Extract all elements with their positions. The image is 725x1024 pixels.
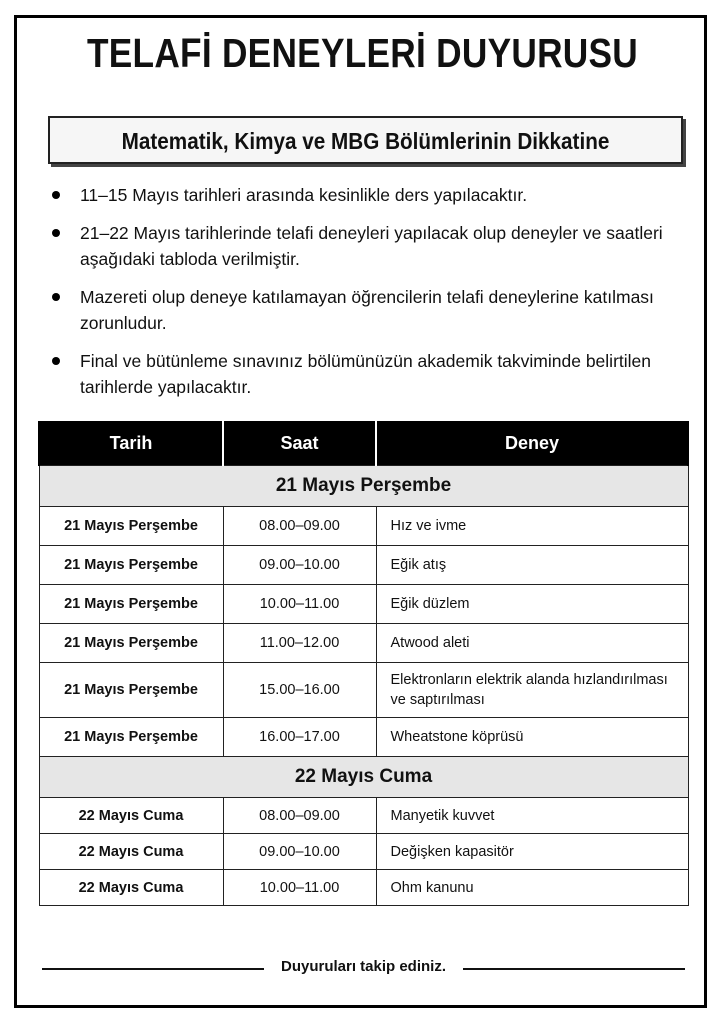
cell-date: 21 Mayıs Perşembe <box>39 585 223 624</box>
cell-date: 21 Mayıs Perşembe <box>39 624 223 663</box>
subtitle: Matematik, Kimya ve MBG Bölümlerinin Dikkatine <box>121 128 610 154</box>
bullet-item <box>46 284 686 336</box>
cell-date: 21 Mayıs Perşembe <box>39 663 223 718</box>
footer-note: Duyuruları takip ediniz. <box>280 958 447 975</box>
table-row <box>39 663 688 718</box>
footer-divider-right <box>463 968 685 970</box>
table-row <box>39 507 688 546</box>
group-label: 21 Mayıs Perşembe <box>39 466 688 507</box>
cell-experiment: Değişken kapasitör <box>376 834 688 870</box>
cell-experiment: Ohm kanunu <box>376 870 688 906</box>
bullet-text: 11–15 Mayıs tarihleri arasında kesinlikle ders yapılacaktır. <box>80 185 528 205</box>
table-row <box>39 834 688 870</box>
cell-time: 11.00–12.00 <box>223 624 376 663</box>
cell-time: 10.00–11.00 <box>223 585 376 624</box>
page-title: TELAFİ DENEYLERİ DUYURUSU <box>86 30 639 76</box>
table-row <box>39 798 688 834</box>
bullet-text: 21–22 Mayıs tarihlerinde telafi deneyleri yapılacak olup deneyler ve saatleri aşağıdaki tabloda verilmiştir. <box>80 223 663 269</box>
table-row <box>39 546 688 585</box>
cell-time: 08.00–09.00 <box>223 507 376 546</box>
cell-time: 15.00–16.00 <box>223 663 376 718</box>
bullet-icon <box>52 293 60 301</box>
cell-time: 16.00–17.00 <box>223 718 376 757</box>
header-date: Tarih <box>39 421 223 466</box>
bullet-list <box>46 182 686 412</box>
schedule-table <box>38 421 689 906</box>
cell-time: 10.00–11.00 <box>223 870 376 906</box>
bullet-icon <box>52 229 60 237</box>
cell-time: 09.00–10.00 <box>223 834 376 870</box>
cell-time: 08.00–09.00 <box>223 798 376 834</box>
cell-date: 22 Mayıs Cuma <box>39 798 223 834</box>
table-header-row <box>39 421 688 466</box>
cell-date: 22 Mayıs Cuma <box>39 834 223 870</box>
cell-experiment: Elektronların elektrik alanda hızlandırılması ve saptırılması <box>376 663 688 718</box>
table-row <box>39 718 688 757</box>
bullet-text: Final ve bütünleme sınavınız bölümünüzün akademik takviminde belirtilen tarihlerde yapılacaktır. <box>80 351 651 397</box>
subtitle-box <box>48 116 683 164</box>
cell-experiment: Wheatstone köprüsü <box>376 718 688 757</box>
footer <box>42 958 685 978</box>
cell-experiment: Atwood aleti <box>376 624 688 663</box>
bullet-text: Mazereti olup deneye katılamayan öğrencilerin telafi deneylerine katılması zorunludur. <box>80 287 654 333</box>
header-time: Saat <box>223 421 376 466</box>
table-row <box>39 585 688 624</box>
cell-time: 09.00–10.00 <box>223 546 376 585</box>
bullet-item <box>46 182 686 208</box>
table-row <box>39 870 688 906</box>
cell-experiment: Eğik atış <box>376 546 688 585</box>
group-row <box>39 757 688 798</box>
table-row <box>39 624 688 663</box>
cell-date: 21 Mayıs Perşembe <box>39 546 223 585</box>
header-experiment: Deney <box>376 421 688 466</box>
group-row <box>39 466 688 507</box>
cell-date: 21 Mayıs Perşembe <box>39 718 223 757</box>
bullet-icon <box>52 357 60 365</box>
cell-date: 21 Mayıs Perşembe <box>39 507 223 546</box>
cell-date: 22 Mayıs Cuma <box>39 870 223 906</box>
group-label: 22 Mayıs Cuma <box>39 757 688 798</box>
cell-experiment: Eğik düzlem <box>376 585 688 624</box>
bullet-item <box>46 220 686 272</box>
bullet-item <box>46 348 686 400</box>
cell-experiment: Manyetik kuvvet <box>376 798 688 834</box>
cell-experiment: Hız ve ivme <box>376 507 688 546</box>
bullet-icon <box>52 191 60 199</box>
